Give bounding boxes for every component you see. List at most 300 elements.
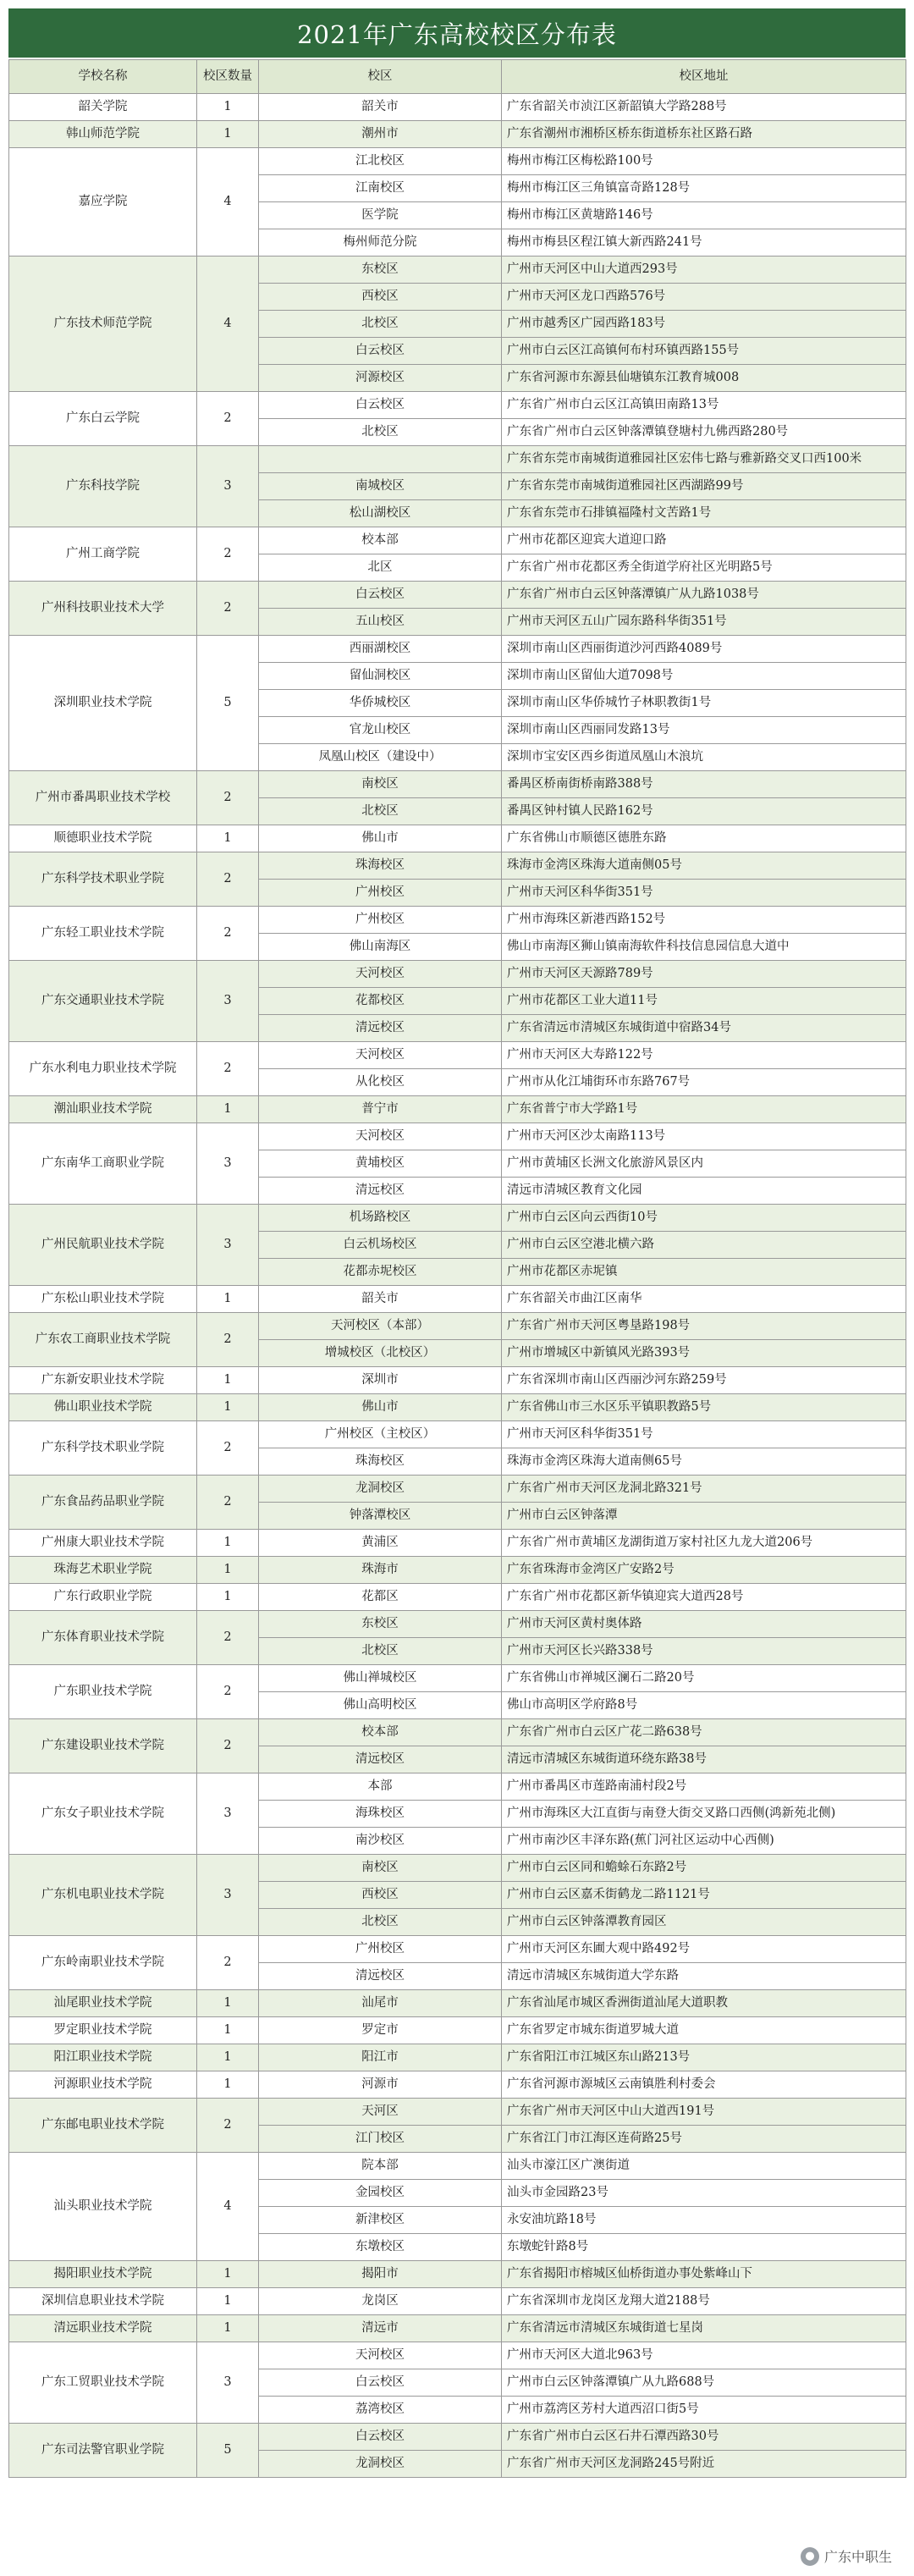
campus-name: 松山湖校区 xyxy=(259,500,502,527)
table-row xyxy=(9,1421,906,1448)
table-row xyxy=(9,1286,906,1313)
campus-count: 2 xyxy=(197,392,259,446)
table-row xyxy=(9,1855,906,1882)
campus-name: 河源校区 xyxy=(259,365,502,392)
table-row xyxy=(9,1936,906,1963)
school-name: 韩山师范学院 xyxy=(9,121,197,148)
table-row xyxy=(9,852,906,880)
table-row xyxy=(9,256,906,284)
campus-name: 黄埔校区 xyxy=(259,1150,502,1178)
school-name: 广东科学技术职业学院 xyxy=(9,1421,197,1476)
campus-count: 1 xyxy=(197,2288,259,2315)
campus-name: 天河校区（本部） xyxy=(259,1313,502,1340)
school-name: 汕头职业技术学院 xyxy=(9,2153,197,2261)
school-name: 珠海艺术职业学院 xyxy=(9,1557,197,1584)
campus-address: 永安油坑路18号 xyxy=(502,2207,906,2234)
campus-address: 广东省清远市清城区东城街道七星岗 xyxy=(502,2315,906,2342)
campus-name: 南沙校区 xyxy=(259,1828,502,1855)
campus-name: 江北校区 xyxy=(259,148,502,175)
campus-address: 广东省东莞市南城街道雅园社区宏伟七路与雅新路交叉口西100米 xyxy=(502,446,906,473)
campus-name: 江南校区 xyxy=(259,175,502,202)
campus-name: 清远校区 xyxy=(259,1178,502,1205)
school-name: 韶关学院 xyxy=(9,94,197,121)
campus-address: 深圳市南山区留仙大道7098号 xyxy=(502,663,906,690)
campus-name: 珠海校区 xyxy=(259,852,502,880)
campus-address: 广州市天河区五山广园东路科华街351号 xyxy=(502,609,906,636)
campus-name: 北校区 xyxy=(259,1909,502,1936)
table-row xyxy=(9,2424,906,2451)
campus-address: 广州市海珠区新港西路152号 xyxy=(502,907,906,934)
campus-name: 金园校区 xyxy=(259,2180,502,2207)
campus-name: 汕尾市 xyxy=(259,1990,502,2017)
campus-address: 广州市荔湾区芳村大道西沼口街5号 xyxy=(502,2397,906,2424)
campus-name: 深圳市 xyxy=(259,1367,502,1394)
header-campus: 校区 xyxy=(259,60,502,94)
campus-name: 韶关市 xyxy=(259,94,502,121)
campus-name: 北校区 xyxy=(259,798,502,825)
header-count: 校区数量 xyxy=(197,60,259,94)
campus-count: 1 xyxy=(197,1286,259,1313)
school-name: 广东食品药品职业学院 xyxy=(9,1476,197,1530)
campus-address: 番禺区桥南街桥南路388号 xyxy=(502,771,906,798)
campus-address: 广东省广州市花都区新华镇迎宾大道西28号 xyxy=(502,1584,906,1611)
campus-table xyxy=(8,59,906,2478)
campus-name: 清远校区 xyxy=(259,1015,502,1042)
campus-name: 佛山市 xyxy=(259,825,502,852)
school-name: 深圳职业技术学院 xyxy=(9,636,197,771)
campus-address: 广州市海珠区大江直街与南登大街交叉路口西侧(鸿新苑北侧) xyxy=(502,1801,906,1828)
table-row xyxy=(9,771,906,798)
campus-address: 广东省韶关市曲江区南华 xyxy=(502,1286,906,1313)
campus-name: 凤凰山校区（建设中） xyxy=(259,744,502,771)
school-name: 广州市番禺职业技术学校 xyxy=(9,771,197,825)
table-row xyxy=(9,121,906,148)
campus-name: 佛山南海区 xyxy=(259,934,502,961)
campus-name: 韶关市 xyxy=(259,1286,502,1313)
campus-name: 龙洞校区 xyxy=(259,2451,502,2478)
school-name: 广州康大职业技术学院 xyxy=(9,1530,197,1557)
campus-name: 佛山禅城校区 xyxy=(259,1665,502,1692)
campus-name: 北校区 xyxy=(259,419,502,446)
campus-address: 广州市天河区大寿路122号 xyxy=(502,1042,906,1069)
school-name: 嘉应学院 xyxy=(9,148,197,256)
school-name: 广东机电职业技术学院 xyxy=(9,1855,197,1936)
campus-address: 广东省广州市白云区钟落潭镇登塘村九佛西路280号 xyxy=(502,419,906,446)
page-title: 2021年广东高校校区分布表 xyxy=(8,8,906,58)
campus-name: 广州校区 xyxy=(259,1936,502,1963)
campus-address: 广东省佛山市顺德区德胜东路 xyxy=(502,825,906,852)
campus-name: 东校区 xyxy=(259,256,502,284)
campus-name: 留仙洞校区 xyxy=(259,663,502,690)
school-name: 广东建设职业技术学院 xyxy=(9,1719,197,1773)
campus-name: 清远校区 xyxy=(259,1746,502,1773)
campus-name: 天河校区 xyxy=(259,1123,502,1150)
campus-name: 花都校区 xyxy=(259,988,502,1015)
campus-address: 广州市越秀区广园西路183号 xyxy=(502,311,906,338)
school-name: 广州工商学院 xyxy=(9,527,197,582)
campus-name: 潮州市 xyxy=(259,121,502,148)
school-name: 广东工贸职业技术学院 xyxy=(9,2342,197,2424)
campus-count: 1 xyxy=(197,1394,259,1421)
campus-address: 广东省阳江市江城区东山路213号 xyxy=(502,2044,906,2071)
campus-address: 深圳市南山区华侨城竹子林职教街1号 xyxy=(502,690,906,717)
campus-name: 白云校区 xyxy=(259,2369,502,2397)
school-name: 广东水利电力职业技术学院 xyxy=(9,1042,197,1096)
table-row xyxy=(9,2044,906,2071)
campus-name: 白云校区 xyxy=(259,338,502,365)
campus-address: 广州市天河区天源路789号 xyxy=(502,961,906,988)
table-row xyxy=(9,1367,906,1394)
school-name: 广州民航职业技术学院 xyxy=(9,1205,197,1286)
table-row xyxy=(9,1557,906,1584)
campus-name: 北校区 xyxy=(259,1638,502,1665)
campus-address: 广州市白云区空港北横六路 xyxy=(502,1232,906,1259)
campus-count: 2 xyxy=(197,1313,259,1367)
campus-address: 广州市白云区嘉禾街鹤龙二路1121号 xyxy=(502,1882,906,1909)
campus-name: 阳江市 xyxy=(259,2044,502,2071)
school-name: 广东农工商职业技术学院 xyxy=(9,1313,197,1367)
table-row xyxy=(9,961,906,988)
campus-address: 广东省河源市源城区云南镇胜利村委会 xyxy=(502,2071,906,2099)
school-name: 汕尾职业技术学院 xyxy=(9,1990,197,2017)
campus-name: 天河校区 xyxy=(259,961,502,988)
campus-address: 深圳市宝安区西乡街道凤凰山木浪坑 xyxy=(502,744,906,771)
campus-count: 1 xyxy=(197,825,259,852)
campus-name: 天河校区 xyxy=(259,2342,502,2369)
campus-count: 4 xyxy=(197,2153,259,2261)
campus-name: 机场路校区 xyxy=(259,1205,502,1232)
campus-name: 佛山市 xyxy=(259,1394,502,1421)
campus-name: 花都赤坭校区 xyxy=(259,1259,502,1286)
campus-name: 华侨城校区 xyxy=(259,690,502,717)
campus-count: 4 xyxy=(197,256,259,392)
school-name: 广州科技职业技术大学 xyxy=(9,582,197,636)
school-name: 清远职业技术学院 xyxy=(9,2315,197,2342)
table-row xyxy=(9,1584,906,1611)
table-row xyxy=(9,1394,906,1421)
school-name: 广东轻工职业技术学院 xyxy=(9,907,197,961)
campus-address: 广东省揭阳市榕城区仙桥街道办事处紫峰山下 xyxy=(502,2261,906,2288)
campus-name: 白云校区 xyxy=(259,2424,502,2451)
campus-name: 医学院 xyxy=(259,202,502,229)
campus-address: 广东省江门市江海区连荷路25号 xyxy=(502,2126,906,2153)
campus-address: 梅州市梅江区三角镇富奇路128号 xyxy=(502,175,906,202)
campus-name: 院本部 xyxy=(259,2153,502,2180)
campus-address: 广东省汕尾市城区香洲街道汕尾大道职教 xyxy=(502,1990,906,2017)
campus-address: 梅州市梅县区程江镇大新西路241号 xyxy=(502,229,906,256)
table-row xyxy=(9,392,906,419)
campus-address: 广州市天河区沙太南路113号 xyxy=(502,1123,906,1150)
campus-address: 广东省广州市花都区秀全街道学府社区光明路5号 xyxy=(502,554,906,582)
campus-address: 广州市白云区江高镇何布村环镇西路155号 xyxy=(502,338,906,365)
school-name: 广东行政职业学院 xyxy=(9,1584,197,1611)
campus-name: 南城校区 xyxy=(259,473,502,500)
table-row xyxy=(9,1096,906,1123)
table-row xyxy=(9,1719,906,1746)
campus-address: 广东省广州市黄埔区龙湖街道万家村社区九龙大道206号 xyxy=(502,1530,906,1557)
school-name: 广东南华工商职业学院 xyxy=(9,1123,197,1205)
table-body xyxy=(9,94,906,2478)
school-name: 深圳信息职业技术学院 xyxy=(9,2288,197,2315)
campus-count: 2 xyxy=(197,1042,259,1096)
campus-address: 清远市清城区东城街道环绕东路38号 xyxy=(502,1746,906,1773)
school-name: 阳江职业技术学院 xyxy=(9,2044,197,2071)
table-header-row xyxy=(9,60,906,94)
school-name: 广东女子职业技术学院 xyxy=(9,1773,197,1855)
school-name: 广东职业技术学院 xyxy=(9,1665,197,1719)
campus-address: 广东省深圳市南山区西丽沙河东路259号 xyxy=(502,1367,906,1394)
campus-name: 南校区 xyxy=(259,1855,502,1882)
campus-address: 深圳市南山区西丽街道沙河西路4089号 xyxy=(502,636,906,663)
campus-count: 1 xyxy=(197,2071,259,2099)
campus-name: 新津校区 xyxy=(259,2207,502,2234)
campus-count: 2 xyxy=(197,1936,259,1990)
table-row xyxy=(9,2288,906,2315)
school-name: 广东松山职业技术学院 xyxy=(9,1286,197,1313)
school-name: 广东交通职业技术学院 xyxy=(9,961,197,1042)
campus-address: 汕头市濠江区广澳街道 xyxy=(502,2153,906,2180)
campus-address: 广州市南沙区丰泽东路(蕉门河社区运动中心西侧) xyxy=(502,1828,906,1855)
campus-address: 珠海市金湾区珠海大道南侧05号 xyxy=(502,852,906,880)
school-name: 潮汕职业技术学院 xyxy=(9,1096,197,1123)
campus-count: 1 xyxy=(197,2044,259,2071)
campus-address: 广州市增城区中新镇风光路393号 xyxy=(502,1340,906,1367)
campus-count: 2 xyxy=(197,852,259,907)
campus-count: 3 xyxy=(197,446,259,527)
school-name: 广东司法警官职业学院 xyxy=(9,2424,197,2478)
watermark xyxy=(801,2546,892,2566)
campus-count: 2 xyxy=(197,2099,259,2153)
campus-address: 广州市天河区科华街351号 xyxy=(502,880,906,907)
campus-name: 天河区 xyxy=(259,2099,502,2126)
campus-name: 清远市 xyxy=(259,2315,502,2342)
campus-name: 珠海市 xyxy=(259,1557,502,1584)
campus-name: 白云校区 xyxy=(259,582,502,609)
campus-address: 广东省广州市白云区广花二路638号 xyxy=(502,1719,906,1746)
campus-address: 清远市清城区东城街道大学东路 xyxy=(502,1963,906,1990)
campus-name: 从化校区 xyxy=(259,1069,502,1096)
campus-name: 北校区 xyxy=(259,311,502,338)
campus-address: 广东省清远市清城区东城街道中宿路34号 xyxy=(502,1015,906,1042)
school-name: 广东科学技术职业学院 xyxy=(9,852,197,907)
campus-name: 花都区 xyxy=(259,1584,502,1611)
campus-address: 广东省珠海市金湾区广安路2号 xyxy=(502,1557,906,1584)
school-name: 广东新安职业技术学院 xyxy=(9,1367,197,1394)
campus-count: 2 xyxy=(197,1665,259,1719)
campus-name: 东墩校区 xyxy=(259,2234,502,2261)
campus-name: 龙岗区 xyxy=(259,2288,502,2315)
wechat-icon: ● xyxy=(801,2547,819,2566)
campus-count: 3 xyxy=(197,1773,259,1855)
campus-address: 广州市番禺区市莲路南浦村段2号 xyxy=(502,1773,906,1801)
campus-count: 1 xyxy=(197,1584,259,1611)
campus-address: 深圳市南山区西丽同发路13号 xyxy=(502,717,906,744)
campus-count: 3 xyxy=(197,1123,259,1205)
campus-address: 广东省普宁市大学路1号 xyxy=(502,1096,906,1123)
campus-count: 2 xyxy=(197,771,259,825)
campus-address: 东墩蛇针路8号 xyxy=(502,2234,906,2261)
campus-name: 校本部 xyxy=(259,1719,502,1746)
campus-name: 白云机场校区 xyxy=(259,1232,502,1259)
campus-count: 3 xyxy=(197,1855,259,1936)
campus-address: 广东省佛山市三水区乐平镇职教路5号 xyxy=(502,1394,906,1421)
campus-name: 普宁市 xyxy=(259,1096,502,1123)
campus-address: 梅州市梅江区黄塘路146号 xyxy=(502,202,906,229)
campus-name: 东校区 xyxy=(259,1611,502,1638)
campus-name: 珠海校区 xyxy=(259,1448,502,1476)
table-row xyxy=(9,1205,906,1232)
campus-count: 1 xyxy=(197,94,259,121)
table-row xyxy=(9,94,906,121)
school-name: 广东技术师范学院 xyxy=(9,256,197,392)
campus-count: 1 xyxy=(197,1530,259,1557)
campus-address: 广东省东莞市南城街道雅园社区西湖路99号 xyxy=(502,473,906,500)
campus-count: 2 xyxy=(197,527,259,582)
campus-count: 1 xyxy=(197,1367,259,1394)
table-row xyxy=(9,148,906,175)
campus-address: 广东省潮州市湘桥区桥东街道桥东社区路石路 xyxy=(502,121,906,148)
campus-address: 广东省广州市天河区中山大道西191号 xyxy=(502,2099,906,2126)
school-name: 广东科技学院 xyxy=(9,446,197,527)
campus-name: 本部 xyxy=(259,1773,502,1801)
table-row xyxy=(9,1773,906,1801)
campus-address: 番禺区钟村镇人民路162号 xyxy=(502,798,906,825)
campus-name: 梅州师范分院 xyxy=(259,229,502,256)
table-row xyxy=(9,907,906,934)
campus-count: 2 xyxy=(197,1421,259,1476)
table-row xyxy=(9,2017,906,2044)
campus-address: 广州市白云区钟落潭 xyxy=(502,1503,906,1530)
campus-address: 广州市花都区赤坭镇 xyxy=(502,1259,906,1286)
campus-name: 龙洞校区 xyxy=(259,1476,502,1503)
table-row xyxy=(9,1042,906,1069)
campus-address: 广州市天河区长兴路338号 xyxy=(502,1638,906,1665)
table-row xyxy=(9,2342,906,2369)
campus-name: 江门校区 xyxy=(259,2126,502,2153)
campus-name: 揭阳市 xyxy=(259,2261,502,2288)
table-row xyxy=(9,1990,906,2017)
campus-name: 五山校区 xyxy=(259,609,502,636)
school-name: 广东白云学院 xyxy=(9,392,197,446)
campus-name: 清远校区 xyxy=(259,1963,502,1990)
campus-address: 广州市天河区中山大道西293号 xyxy=(502,256,906,284)
campus-address: 广州市天河区大道北963号 xyxy=(502,2342,906,2369)
table-row xyxy=(9,2071,906,2099)
campus-name: 海珠校区 xyxy=(259,1801,502,1828)
campus-address: 广州市花都区迎宾大道迎口路 xyxy=(502,527,906,554)
campus-address: 梅州市梅江区梅松路100号 xyxy=(502,148,906,175)
campus-address: 广州市花都区工业大道11号 xyxy=(502,988,906,1015)
campus-address: 广东省广州市白云区江高镇田南路13号 xyxy=(502,392,906,419)
table-row xyxy=(9,1123,906,1150)
campus-address: 广州市从化江埔街环市东路767号 xyxy=(502,1069,906,1096)
table-row xyxy=(9,2261,906,2288)
campus-address: 广东省广州市白云区钟落潭镇广从九路1038号 xyxy=(502,582,906,609)
school-name: 顺德职业技术学院 xyxy=(9,825,197,852)
table-row xyxy=(9,1665,906,1692)
campus-name: 校本部 xyxy=(259,527,502,554)
school-name: 河源职业技术学院 xyxy=(9,2071,197,2099)
campus-count: 3 xyxy=(197,961,259,1042)
campus-name: 佛山高明校区 xyxy=(259,1692,502,1719)
campus-address: 广州市白云区钟落潭教育园区 xyxy=(502,1909,906,1936)
school-name: 罗定职业技术学院 xyxy=(9,2017,197,2044)
campus-name: 南校区 xyxy=(259,771,502,798)
campus-count: 4 xyxy=(197,148,259,256)
campus-address: 广州市天河区龙口西路576号 xyxy=(502,284,906,311)
campus-address: 珠海市金湾区珠海大道南侧65号 xyxy=(502,1448,906,1476)
campus-address: 广东省广州市天河区粤垦路198号 xyxy=(502,1313,906,1340)
table-row xyxy=(9,582,906,609)
table-row xyxy=(9,1530,906,1557)
school-name: 揭阳职业技术学院 xyxy=(9,2261,197,2288)
campus-count: 1 xyxy=(197,1557,259,1584)
table-row xyxy=(9,2099,906,2126)
campus-count: 1 xyxy=(197,2261,259,2288)
campus-name: 钟落潭校区 xyxy=(259,1503,502,1530)
school-name: 广东体育职业技术学院 xyxy=(9,1611,197,1665)
campus-name: 天河校区 xyxy=(259,1042,502,1069)
campus-address: 广东省东莞市石排镇福隆村文苦路1号 xyxy=(502,500,906,527)
table-row xyxy=(9,446,906,473)
campus-name: 荔湾校区 xyxy=(259,2397,502,2424)
table-row xyxy=(9,636,906,663)
campus-name: 增城校区（北校区） xyxy=(259,1340,502,1367)
campus-address: 广州市天河区黄村奥体路 xyxy=(502,1611,906,1638)
campus-address: 广东省广州市白云区石井石潭西路30号 xyxy=(502,2424,906,2451)
campus-address: 广州市黄埔区长洲文化旅游风景区内 xyxy=(502,1150,906,1178)
header-school: 学校名称 xyxy=(9,60,197,94)
campus-count: 5 xyxy=(197,636,259,771)
campus-count: 3 xyxy=(197,1205,259,1286)
table-row xyxy=(9,1476,906,1503)
campus-address: 佛山市南海区狮山镇南海软件科技信息园信息大道中 xyxy=(502,934,906,961)
campus-count: 1 xyxy=(197,1096,259,1123)
campus-count: 1 xyxy=(197,2017,259,2044)
campus-name: 西丽湖校区 xyxy=(259,636,502,663)
campus-address: 广东省广州市天河区龙洞北路321号 xyxy=(502,1476,906,1503)
campus-name: 罗定市 xyxy=(259,2017,502,2044)
campus-address: 广东省罗定市城东街道罗城大道 xyxy=(502,2017,906,2044)
campus-address: 广东省韶关市浈江区新韶镇大学路288号 xyxy=(502,94,906,121)
campus-name: 西校区 xyxy=(259,284,502,311)
campus-count: 2 xyxy=(197,1719,259,1773)
campus-name: 西校区 xyxy=(259,1882,502,1909)
campus-count: 2 xyxy=(197,1476,259,1530)
campus-address: 广东省河源市东源县仙塘镇东江教育城008 xyxy=(502,365,906,392)
campus-address: 广东省深圳市龙岗区龙翔大道2188号 xyxy=(502,2288,906,2315)
table-row xyxy=(9,2153,906,2180)
campus-count: 2 xyxy=(197,907,259,961)
campus-address: 广州市白云区钟落潭镇广从九路688号 xyxy=(502,2369,906,2397)
campus-address: 佛山市高明区学府路8号 xyxy=(502,1692,906,1719)
campus-name: 广州校区 xyxy=(259,880,502,907)
school-name: 广东邮电职业技术学院 xyxy=(9,2099,197,2153)
campus-name: 广州校区（主校区） xyxy=(259,1421,502,1448)
table-row xyxy=(9,825,906,852)
campus-count: 1 xyxy=(197,2315,259,2342)
campus-name: 黄浦区 xyxy=(259,1530,502,1557)
campus-count: 2 xyxy=(197,582,259,636)
campus-address: 汕头市金园路23号 xyxy=(502,2180,906,2207)
campus-address: 广州市天河区东圃大观中路492号 xyxy=(502,1936,906,1963)
campus-address: 广州市白云区向云西街10号 xyxy=(502,1205,906,1232)
campus-name: 白云校区 xyxy=(259,392,502,419)
watermark-text: 广东中职生 xyxy=(823,2549,892,2565)
table-row xyxy=(9,527,906,554)
campus-address: 广东省佛山市禅城区澜石二路20号 xyxy=(502,1665,906,1692)
campus-name: 北区 xyxy=(259,554,502,582)
